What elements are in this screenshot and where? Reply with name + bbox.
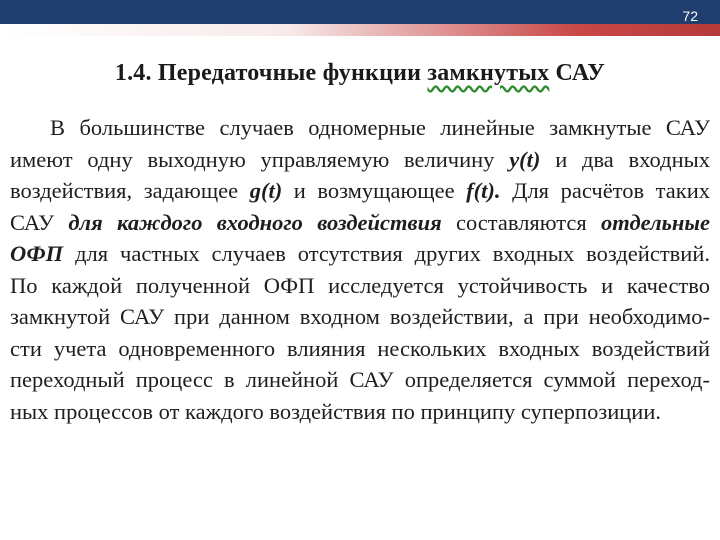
emphasis-word: отдельные [601,209,710,235]
reference-input: g(t) [249,178,283,203]
accent-stripe [0,24,720,36]
title-prefix: 1.4. Передаточные функции [114,60,428,86]
emphasis-phrase: для каждого входного воздействия [68,209,442,235]
text-run: САУ [10,209,69,235]
text-run: и два входных [540,146,710,172]
paragraph-line-3 [10,175,710,207]
text-run: для частных случаев отсутствия других входных воздействий. [63,241,710,266]
text-run: воздействия, задающее [10,178,250,203]
body-paragraph [10,112,710,427]
paragraph-line-10: ных процессов от каждого воздействия по принципу суперпозиции. [10,398,662,424]
paragraph-line-7: замкнутой САУ при данном входном воздействии, а при необходимо- [10,304,710,329]
text-run: Для расчётов таких [500,178,710,203]
paragraph-line-5 [10,238,710,270]
paragraph-line-9: переходный процесс в линейной САУ определяется суммой переход- [10,367,710,392]
disturbance-input: f(t). [466,178,501,203]
text-run: имеют одну выходную управляемую величину [10,146,510,172]
title-suffix: САУ [549,60,606,86]
text-run: и возмущающее [282,178,467,203]
text-run: составляются [441,209,602,235]
paragraph-line-4 [10,207,710,239]
page-number: 72 [682,8,698,24]
paragraph-line-8: сти учета одновременного влияния нескольких входных воздействий [10,335,710,361]
paragraph-line-2 [10,144,710,176]
slide-title [0,60,720,87]
emphasis-abbreviation: ОФП [10,241,64,266]
paragraph-line-6: По каждой полученной ОФП исследуется устойчивость и качество [10,272,710,298]
header-bar [0,0,720,24]
output-variable: y(t) [509,146,541,172]
title-misspelled-word: замкнутых [427,60,550,86]
paragraph-line-1: В большинстве случаев одномерные линейные замкнутые САУ [50,115,710,140]
